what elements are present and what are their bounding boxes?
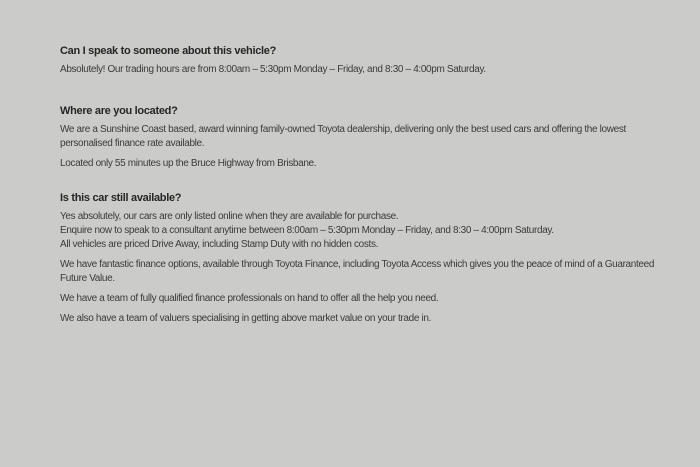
answer-line: Future Value. [60,273,115,284]
answer-line: We have fantastic finance options, available through Toyota Finance, including Toyota Access which gives you the peace of mind of a Guaranteed [60,259,655,270]
faq-section-location [60,104,690,171]
answer-line: Enquire now to speak to a consultant anytime between 8:00am – 5:30pm Monday – Friday, and 8:30 – 4:00pm Saturday. [60,225,554,236]
faq-section-availability [60,191,690,326]
question-heading: Where are you located? [60,105,178,117]
answer-line: Located only 55 minutes up the Bruce Highway from Brisbane. [60,158,317,169]
question-heading: Is this car still available? [60,192,182,204]
answer-line: Absolutely! Our trading hours are from 8:00am – 5:30pm Monday – Friday, and 8:30 – 4:00pm Saturday. [60,64,486,75]
answer-line: We are a Sunshine Coast based, award winning family-owned Toyota dealership, delivering only the best used cars and offering the lowest [60,124,626,135]
answer-paragraph [60,210,690,252]
answer-paragraph [60,292,690,306]
answer-line: All vehicles are priced Drive Away, including Stamp Duty with no hidden costs. [60,239,379,250]
answer-line: Yes absolutely, our cars are only listed online when they are available for purchase. [60,211,399,222]
answer-line: personalised finance rate available. [60,138,205,149]
answer-line: We have a team of fully qualified finance professionals on hand to offer all the help you need. [60,293,439,304]
answer-paragraph [60,63,690,77]
answer-paragraph [60,312,690,326]
answer-paragraph [60,258,690,286]
question-heading: Can I speak to someone about this vehicle? [60,45,277,57]
faq-section-speak-to-someone [60,44,690,77]
answer-line: We also have a team of valuers specialising in getting above market value on your trade in. [60,313,431,324]
answer-paragraph [60,157,690,171]
answer-paragraph [60,123,690,151]
